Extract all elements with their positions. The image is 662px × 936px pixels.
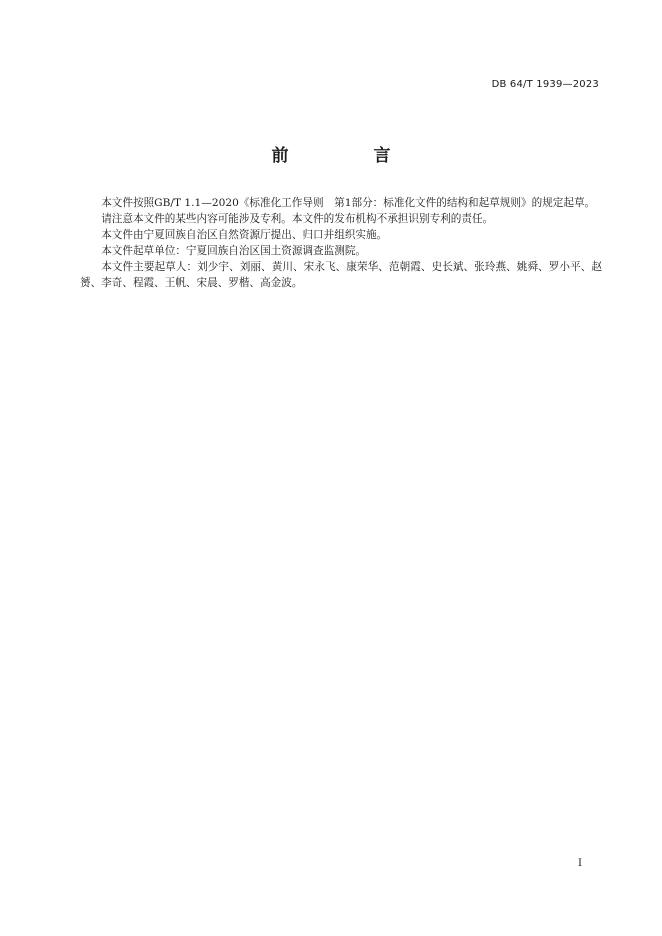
paragraph-drafting-rules: 本文件按照GB/T 1.1—2020《标准化工作导则 第1部分：标准化文件的结构和起草规则》的规定起草。	[101, 197, 596, 209]
standard-code: DB 64/T 1939—2023	[491, 79, 599, 90]
paragraph-patent-notice: 请注意本文件的某些内容可能涉及专利。本文件的发布机构不承担识别专利的责任。	[101, 213, 494, 225]
paragraph-drafters: 本文件主要起草人：刘少宇、刘丽、黄川、宋永飞、康荣华、范朝霞、史长斌、张玲燕、姚舜、罗小平、赵赟、李奇、程霞、王帆、宋晨、罗楷、高金波。	[80, 261, 602, 289]
page-title: 前 言	[271, 146, 425, 166]
paragraph-proposer: 本文件由宁夏回族自治区自然资源厅提出、归口并组织实施。	[101, 229, 388, 241]
preface-body	[80, 195, 602, 291]
page-number: I	[578, 858, 582, 869]
paragraph-drafting-unit: 本文件起草单位：宁夏回族自治区国土资源调查监测院。	[101, 245, 367, 257]
